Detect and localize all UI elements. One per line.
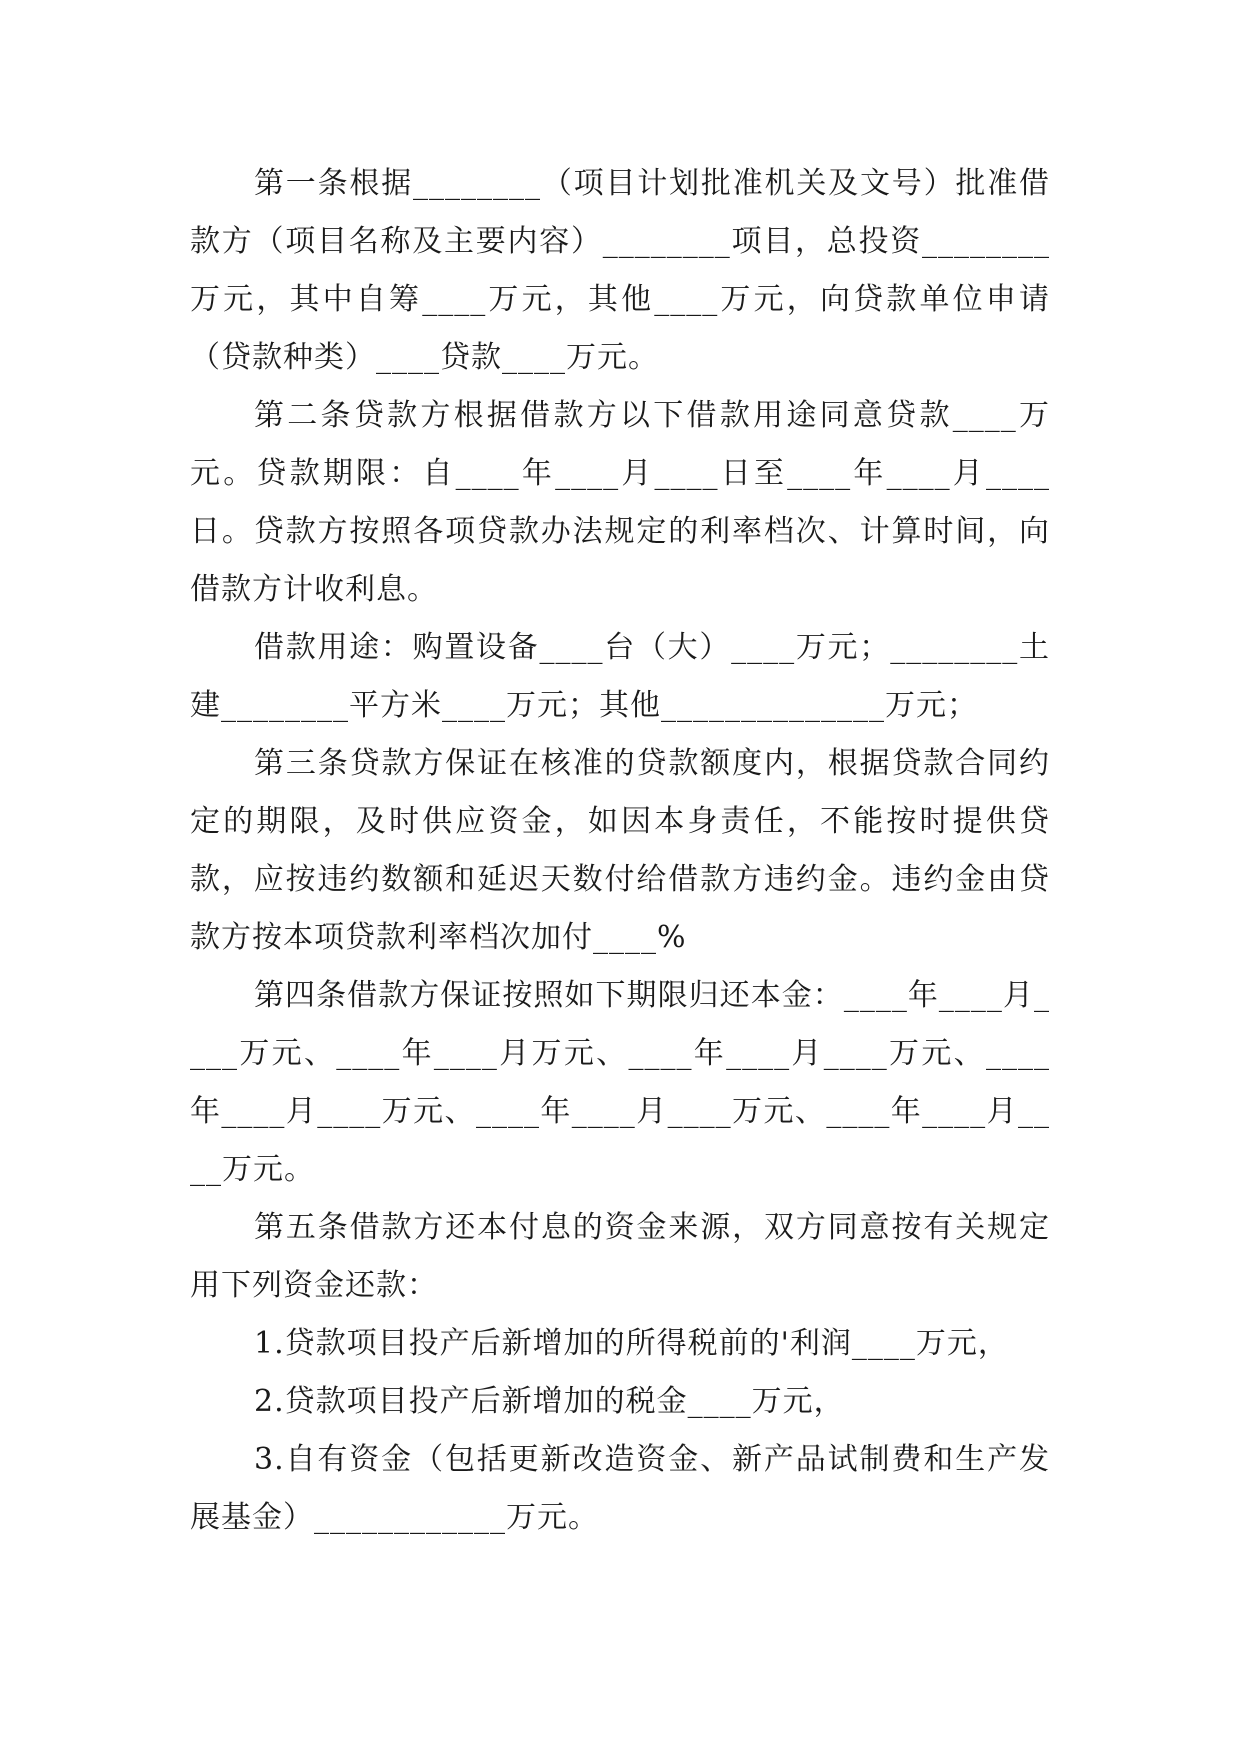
article-4-paragraph: 第四条借款方保证按照如下期限归还本金：____年____月____万元、____年____月万元、____年____月____万元、____年____月____万元、____年____月____万元、____年____月____万元。 [190, 978, 1050, 1187]
article-2-paragraph: 第二条贷款方根据借款方以下借款用途同意贷款____万元。贷款期限：自____年____月____日至____年____月____日。贷款方按照各项贷款办法规定的利率档次、计算时间，向借款方计收利息。 [190, 398, 1050, 607]
repayment-source-item-2: 2.贷款项目投产后新增加的税金____万元， [254, 1384, 845, 1419]
loan-purpose-paragraph: 借款用途：购置设备____台（大）____万元；________土建________平方米____万元；其他______________万元； [190, 630, 1050, 723]
article-3-paragraph: 第三条贷款方保证在核准的贷款额度内，根据贷款合同约定的期限，及时供应资金，如因本身责任，不能按时提供贷款，应按违约数额和延迟天数付给借款方违约金。违约金由贷款方按本项贷款利率档次加付____% [190, 746, 1050, 955]
document-body [190, 155, 1050, 1547]
article-5-paragraph: 第五条借款方还本付息的资金来源，双方同意按有关规定用下列资金还款： [190, 1210, 1050, 1303]
repayment-source-item-3: 3.自有资金（包括更新改造资金、新产品试制费和生产发展基金）____________万元。 [190, 1442, 1050, 1535]
article-1-paragraph: 第一条根据________（项目计划批准机关及文号）批准借款方（项目名称及主要内容）________项目，总投资________万元，其中自筹____万元，其他____万元，向贷款单位申请（贷款种类）____贷款____万元。 [190, 166, 1050, 375]
repayment-source-item-1: 1.贷款项目投产后新增加的所得税前的'利润____万元， [254, 1326, 1009, 1361]
